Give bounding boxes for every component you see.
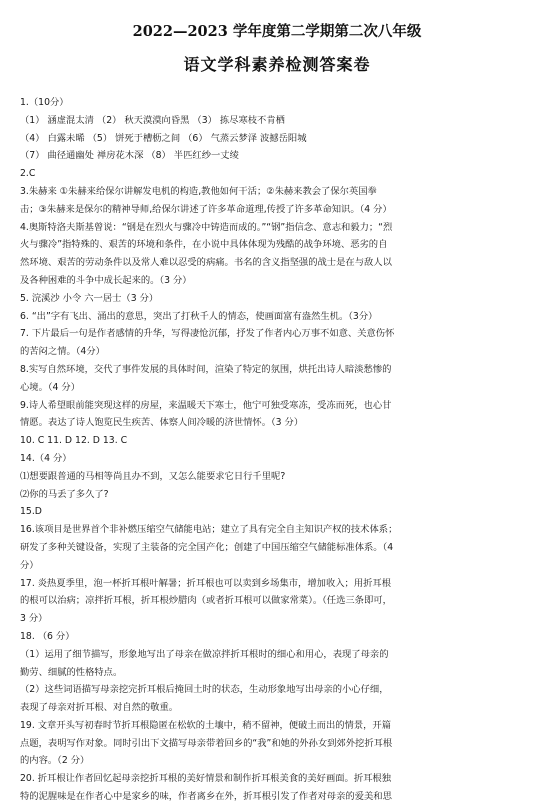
answer-line: 研发了多种关键设备，实现了主装备的完全国产化；创建了中国压缩空气储能标准体系。（4 bbox=[20, 541, 394, 553]
answer-line: 6. “出”字有飞出、涌出的意思，突出了打秋千人的情态，使画面富有盎然生机。（3分） bbox=[20, 310, 378, 322]
answer-line: 1.（10分） bbox=[20, 97, 69, 108]
answer-line: 特的泥腥味是在作者心中是家乡的味，作者离乡在外，折耳根引发了作者对母亲的爱美和思 bbox=[20, 791, 392, 803]
answer-line: 17. 炎热夏季里，泡一杯折耳根叶解暑；折耳根也可以卖到乡场集市，增加收入；用折耳根 bbox=[20, 577, 392, 589]
answer-body bbox=[20, 94, 536, 806]
answer-line: 2.C bbox=[20, 168, 36, 180]
answer-line: 及各种困难的斗争中成长起来的。（3 分） bbox=[20, 274, 192, 286]
answer-line: 击；③朱赫来是保尔的精神导师,给保尔讲述了许多革命道理,传授了许多革命知识。（4 分） bbox=[20, 203, 392, 215]
answer-line: 的根可以治病；凉拌折耳根，折耳根炒腊肉（或者折耳根可以做家常菜）。（任选三条即可， bbox=[20, 595, 392, 607]
answer-line: （1） 涵虚混太清 （2） 秋天漠漠向昏黑 （3） 拣尽寒枝不肯栖 bbox=[20, 114, 285, 126]
answer-line: 情愿。表达了诗人饱览民生疾苦、体察人间冷暖的济世情怀。（3 分） bbox=[20, 417, 304, 429]
title-line-2: 语文学科素养检测答案卷 bbox=[183, 55, 371, 74]
answer-line: 的内容。（2 分） bbox=[20, 755, 90, 767]
answer-line: ⑴想要跟普通的马相等尚且办不到，又怎么能要求它日行千里呢? bbox=[20, 470, 286, 482]
answer-line: （7） 曲径通幽处 禅房花木深 （8） 半匹红纱一丈绫 bbox=[20, 150, 239, 162]
answer-line: 火与骤冷”指特殊的、艰苦的环境和条件，在小说中具体体现为残酷的战争环境、恶劣的自 bbox=[20, 239, 388, 251]
answer-line: （1）运用了细节描写，形象地写出了母亲在做凉拌折耳根时的细心和用心，表现了母亲的 bbox=[20, 648, 389, 660]
answer-line: 4.奥斯特洛夫斯基曾说：“钢是在烈火与骤冷中铸造而成的。”“钢”指信念、意志和毅力；“烈 bbox=[20, 221, 393, 233]
answer-line: 表现了母亲对折耳根、对自然的敬重。 bbox=[20, 702, 179, 714]
answer-line: 3 分） bbox=[20, 613, 48, 625]
answer-line: 15.D bbox=[20, 506, 42, 518]
answer-line: 勤劳、细腻的性格特点。 bbox=[20, 666, 123, 678]
answer-line: 3.朱赫来 ①朱赫来给保尔讲解发电机的构造,教他如何干活；②朱赫来教会了保尔英国拳 bbox=[20, 185, 377, 197]
answer-line: 的苦闷之情。（4分） bbox=[20, 346, 105, 358]
answer-line: 然环境、艰苦的劳动条件以及常人难以忍受的病痛。书名的含义指坚强的战士是在与敌人以 bbox=[20, 257, 392, 269]
answer-line: 5. 浣溪沙 小令 六一居士（3 分） bbox=[20, 292, 159, 304]
answer-line: （2）这些词语描写母亲挖完折耳根后掩回土时的状态，生动形象地写出母亲的小心仔细， bbox=[20, 684, 389, 696]
answer-line: 心境。（4 分） bbox=[20, 381, 81, 393]
answer-line: 19. 文章开头写初春时节折耳根隐匿在松软的土壤中，稍不留神，便破土而出的情景，开篇 bbox=[20, 719, 392, 731]
title-line-1: 2022—2023 学年度第二学期第二次八年级 bbox=[132, 23, 422, 40]
answer-line: 20. 折耳根让作者回忆起母亲挖折耳根的美好情景和制作折耳根美食的美好画面。折耳根独 bbox=[20, 773, 392, 785]
answer-line: 16.该项目是世界首个非补燃压缩空气储能电站；建立了具有完全自主知识产权的技术体系； bbox=[20, 524, 398, 536]
answer-line: 8.实写自然环境，交代了事件发展的具体时间，渲染了特定的氛围，烘托出诗人暗淡愁惨的 bbox=[20, 363, 392, 375]
answer-line: ⑵你的马丢了多久了? bbox=[20, 488, 109, 500]
answer-line: 点题，表明写作对象。同时引出下文描写母亲带着回乡的“我”和她的外孙女到郊外挖折耳根 bbox=[20, 737, 393, 749]
answer-line: 7. 下片最后一句是作者感情的升华，写得凄怆沉郁，抒发了作者内心万事不如意、关意伤怀 bbox=[20, 328, 395, 340]
answer-line: （4） 白露未晞 （5） 饼死于槽枥之间 （6） 气蒸云梦泽 波撼岳阳城 bbox=[20, 132, 307, 144]
answer-line: 10. C 11. D 12. D 13. C bbox=[20, 435, 128, 447]
answer-line: 18. （6 分） bbox=[20, 630, 75, 642]
answer-line: 分） bbox=[20, 559, 39, 571]
answer-line: 9.诗人希望眼前能突现这样的房屋，来温暖天下寒士，他宁可独受寒冻，受冻而死，也心甘 bbox=[20, 399, 392, 411]
answer-line: 14.（4 分） bbox=[20, 452, 72, 464]
